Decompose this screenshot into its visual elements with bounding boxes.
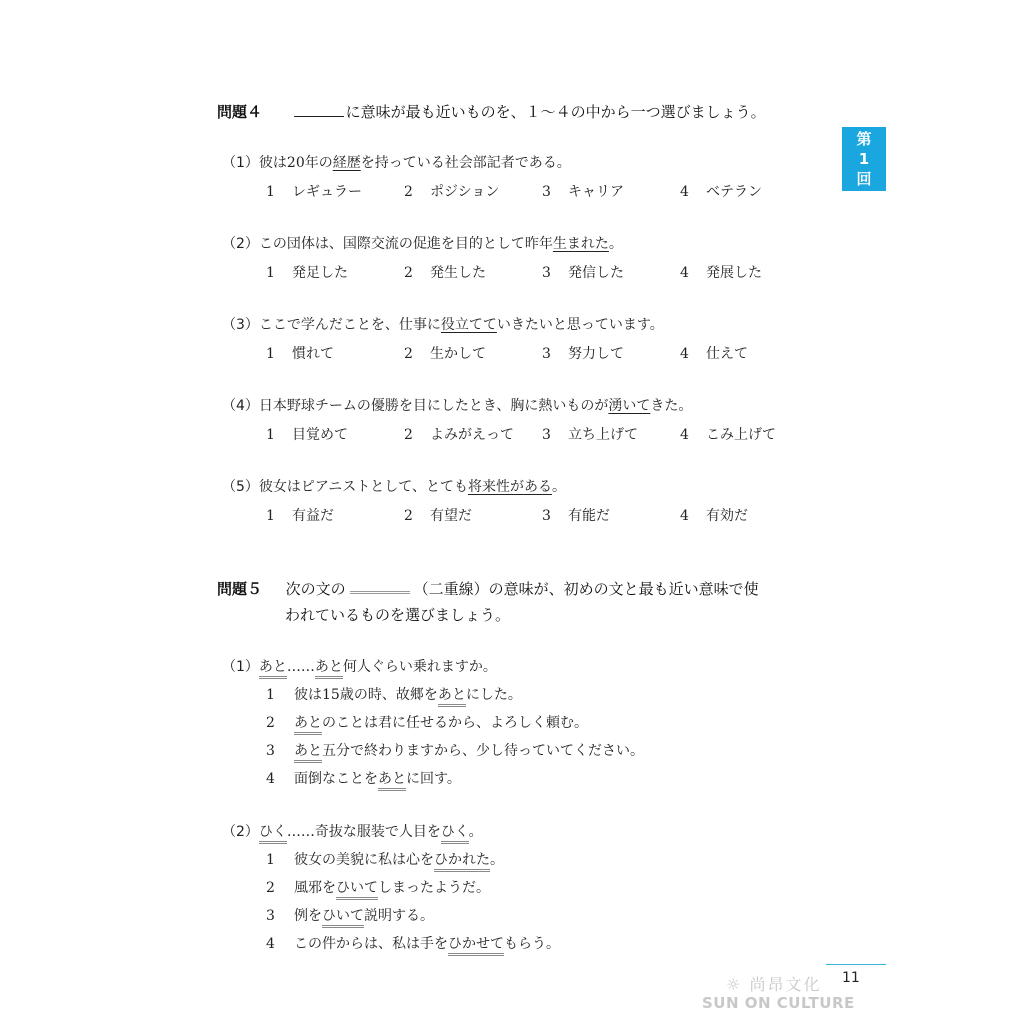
mondai4-label: 問題４ bbox=[217, 103, 263, 121]
underlined-target: 役立てて bbox=[440, 317, 497, 333]
mondai5-q1-choice-4[interactable]: 4 面倒なことをあとに回す。 bbox=[266, 768, 461, 788]
mondai4-question-2 bbox=[222, 233, 623, 253]
choice-4[interactable]: 4 こみ上げて bbox=[680, 427, 776, 443]
choice-4[interactable]: 4 仕えて bbox=[680, 346, 748, 362]
chapter-tab bbox=[842, 127, 886, 191]
choice-3[interactable]: 3 立ち上げて bbox=[542, 427, 638, 443]
choice-1[interactable]: 1 慣れて bbox=[266, 346, 334, 362]
publisher-logo-en: SUN ON CULTURE bbox=[702, 994, 855, 1012]
mondai4-question-1 bbox=[222, 152, 571, 172]
example-target: あと bbox=[315, 659, 343, 679]
choice-2[interactable]: 2 よみがえって bbox=[404, 427, 514, 443]
choice-4[interactable]: 4 発展した bbox=[680, 265, 762, 281]
underlined-target: 生まれた bbox=[552, 236, 609, 252]
choice-2[interactable]: 2 ポジション bbox=[404, 184, 500, 200]
mondai4-question-5 bbox=[222, 476, 566, 496]
mondai5-heading bbox=[217, 577, 759, 599]
mondai5-q1-choice-2[interactable]: 2 あとのことは君に任せるから、よろしく頼む。 bbox=[266, 712, 588, 732]
choice-1[interactable]: 1 目覚めて bbox=[266, 427, 348, 443]
mondai5-q1-choice-1[interactable]: 1 彼は15歳の時、故郷をあとにした。 bbox=[266, 684, 522, 704]
target-word: あと bbox=[259, 659, 287, 679]
example-target: ひく bbox=[441, 824, 469, 844]
question-text: 彼は20年の bbox=[258, 155, 333, 171]
mondai4-heading bbox=[217, 101, 766, 122]
choice-2[interactable]: 2 生かして bbox=[404, 346, 486, 362]
question-text: 。 bbox=[551, 479, 566, 495]
question-text: この団体は、国際交流の促進を目的として昨年 bbox=[258, 236, 553, 252]
question-text: 日本野球チームの優勝を目にしたとき、胸に熱いものが bbox=[258, 398, 609, 414]
underlined-target: 経歴 bbox=[332, 155, 361, 171]
question-number: （2） bbox=[222, 236, 259, 252]
mondai5-question-2 bbox=[222, 821, 483, 841]
question-number: （1） bbox=[222, 155, 259, 171]
choice-2[interactable]: 2 発生した bbox=[404, 265, 486, 281]
underlined-target: 将来性がある bbox=[467, 479, 552, 495]
question-number: （4） bbox=[222, 398, 259, 414]
publisher-logo-cn: ☼ 尚昂文化 bbox=[726, 975, 822, 994]
example-text: 何人ぐらい乗れますか。 bbox=[342, 659, 497, 675]
example-text: 奇抜な服装で人目を bbox=[314, 824, 441, 840]
mondai5-label: 問題５ bbox=[217, 580, 263, 598]
question-text: きた。 bbox=[650, 398, 693, 414]
mondai5-instruction-post: （二重線）の意味が、初めの文と最も近い意味で使 bbox=[413, 580, 759, 598]
mondai5-instruction-pre: 次の文の bbox=[285, 580, 346, 598]
choice-1[interactable]: 1 レギュラー bbox=[266, 184, 362, 200]
choice-4[interactable]: 4 有効だ bbox=[680, 508, 748, 524]
mondai5-question-1 bbox=[222, 656, 497, 676]
question-number: （2） bbox=[222, 824, 259, 840]
target-word: ひく bbox=[259, 824, 287, 844]
mondai4-question-4 bbox=[222, 395, 692, 415]
mondai5-instruction-line2: われているものを選びましょう。 bbox=[285, 606, 511, 624]
question-number: （5） bbox=[222, 479, 259, 495]
mondai5-q1-choice-3[interactable]: 3 あと五分で終わりますから、少し待っていてください。 bbox=[266, 740, 644, 760]
page-number: 11 bbox=[842, 970, 860, 986]
choice-4[interactable]: 4 ベテラン bbox=[680, 184, 762, 200]
choice-1[interactable]: 1 発足した bbox=[266, 265, 348, 281]
double-underline-blank bbox=[350, 577, 410, 594]
question-text: を持っている社会部記者である。 bbox=[360, 155, 571, 171]
separator: …… bbox=[286, 659, 315, 675]
choice-3[interactable]: 3 キャリア bbox=[542, 184, 624, 200]
mondai5-q2-choice-1[interactable]: 1 彼女の美貌に私は心をひかれた。 bbox=[266, 849, 504, 869]
mondai4-instruction: に意味が最も近いものを、１～４の中から一つ選びましょう。 bbox=[345, 103, 766, 121]
underlined-target: 湧いて bbox=[608, 398, 651, 414]
mondai5-q2-choice-3[interactable]: 3 例をひいて説明する。 bbox=[266, 905, 434, 925]
sun-logo-icon: ☼ bbox=[726, 975, 750, 994]
question-text: いきたいと思っています。 bbox=[496, 317, 664, 333]
blank-underline bbox=[294, 102, 344, 117]
mondai5-q2-choice-2[interactable]: 2 風邪をひいてしまったようだ。 bbox=[266, 877, 490, 897]
mondai4-question-3 bbox=[222, 314, 664, 334]
choice-3[interactable]: 3 発信した bbox=[542, 265, 624, 281]
question-number: （3） bbox=[222, 317, 259, 333]
choice-1[interactable]: 1 有益だ bbox=[266, 508, 334, 524]
choice-2[interactable]: 2 有望だ bbox=[404, 508, 472, 524]
question-number: （1） bbox=[222, 659, 259, 675]
chapter-tab-line3: 回 bbox=[856, 170, 872, 188]
page-number-rule bbox=[826, 964, 886, 965]
example-text: 。 bbox=[468, 824, 483, 840]
question-text: 彼女はピアニストとして、とても bbox=[258, 479, 468, 495]
chapter-tab-line2: 1 bbox=[858, 150, 870, 168]
question-text: ここで学んだことを、仕事に bbox=[258, 317, 441, 333]
chapter-tab-line1: 第 bbox=[856, 130, 872, 148]
question-text: 。 bbox=[608, 236, 623, 252]
mondai5-q2-choice-4[interactable]: 4 この件からは、私は手をひかせてもらう。 bbox=[266, 933, 560, 953]
choice-3[interactable]: 3 努力して bbox=[542, 346, 624, 362]
choice-3[interactable]: 3 有能だ bbox=[542, 508, 610, 524]
separator: …… bbox=[286, 824, 315, 840]
